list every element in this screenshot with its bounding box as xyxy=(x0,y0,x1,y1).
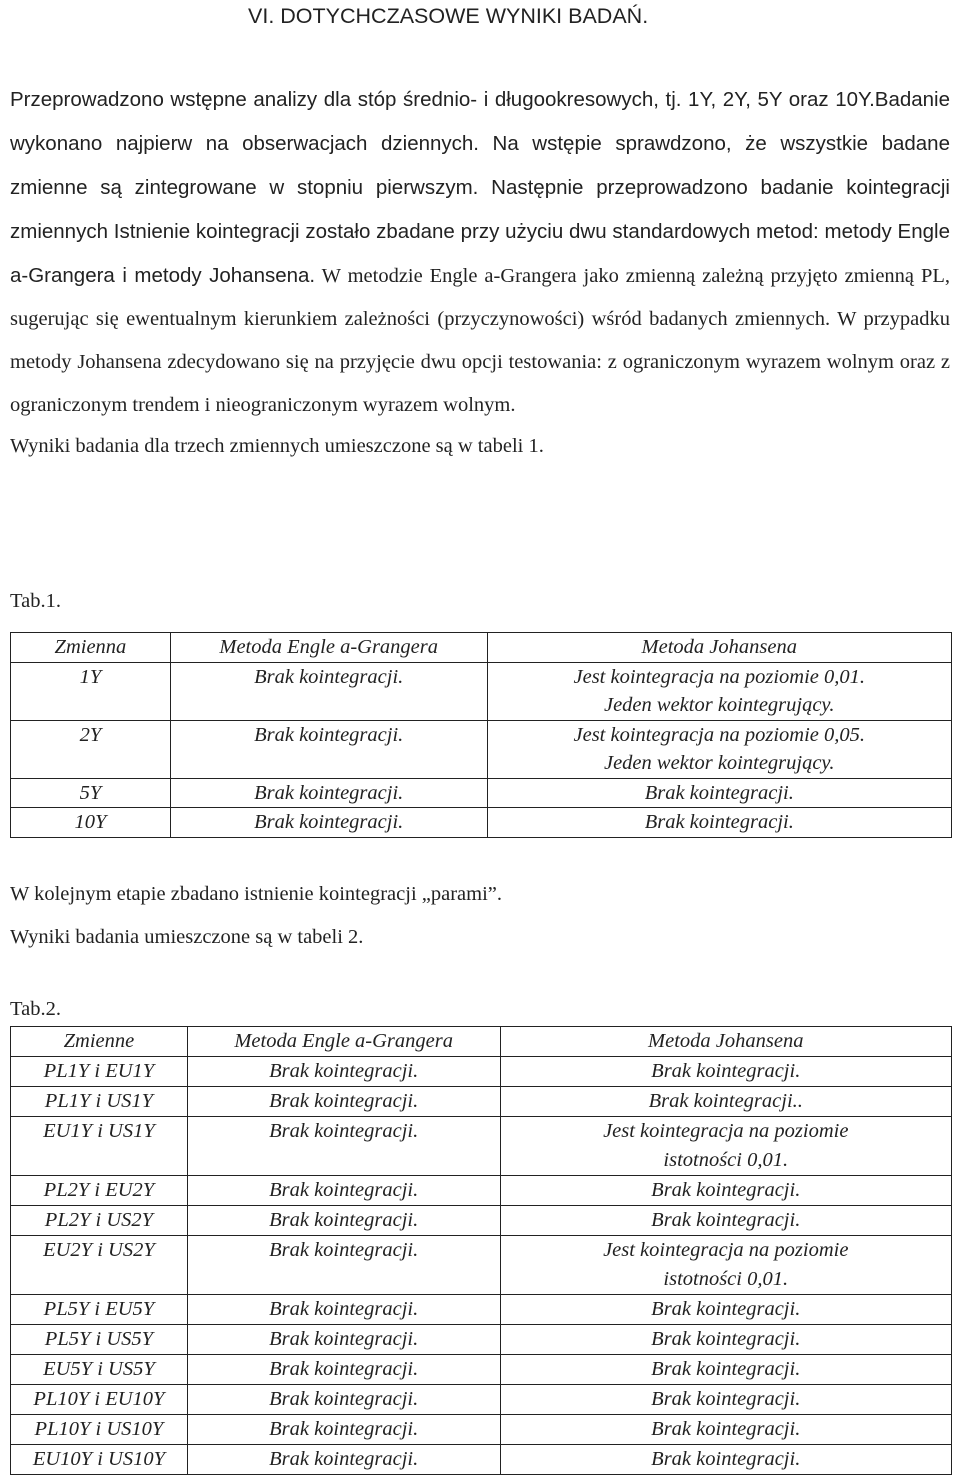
table-row xyxy=(11,1295,952,1325)
table-row xyxy=(11,720,952,778)
table2-cell-johansen xyxy=(500,1415,951,1445)
johansen-line1: Brak kointegracji. xyxy=(651,1060,801,1082)
johansen-line2: istotności 0,01. xyxy=(663,1268,789,1290)
table2-cell-variables: PL1Y i EU1Y xyxy=(11,1057,188,1087)
johansen-line1: Jest kointegracja na poziomie 0,05. xyxy=(573,723,866,746)
table1-cell-johansen: Brak kointegracji. xyxy=(487,778,951,808)
table1-header-johansen: Metoda Johansena xyxy=(487,633,951,663)
table2-caption: Tab.2. xyxy=(10,998,61,1020)
table2-cell-engle-granger: Brak kointegracji. xyxy=(187,1355,500,1385)
table2-cell-variables: PL1Y i US1Y xyxy=(11,1087,188,1117)
table2-header-engle-granger: Metoda Engle a-Grangera xyxy=(187,1027,500,1057)
table1-caption: Tab.1. xyxy=(10,590,61,612)
table-row xyxy=(11,778,952,808)
table2-header-variables: Zmienne xyxy=(11,1027,188,1057)
body-text xyxy=(10,78,950,463)
table-row xyxy=(11,662,952,720)
table2-cell-variables: EU2Y i US2Y xyxy=(11,1236,188,1295)
paragraph-table2-intro: Wyniki badania umieszczone są w tabeli 2. xyxy=(10,926,364,948)
johansen-line1: Brak kointegracji. xyxy=(651,1358,801,1380)
table2-cell-variables: PL5Y i EU5Y xyxy=(11,1295,188,1325)
johansen-line1: Jest kointegracja na poziomie xyxy=(603,1120,849,1142)
table-row xyxy=(11,1445,952,1475)
paragraph-analysis-part1: Przeprowadzono wstępne analizy dla stóp średnio- i długookresowych, tj. 1Y, 2Y, 5Y oraz 10Y.Badanie wykonano najpierw na obserwacjach dziennych. Na wstępie sprawdzono, że wszystkie badane zmienne są zintegrowane w stopniu pierwszym. Następnie przeprowadzono badanie kointegracji zmiennych Istnienie kointegracji zostało zbadane przy użyciu dwu standardowych metod: metody Engle a-Grangera i metody Johansena. xyxy=(10,88,950,287)
table2-cell-johansen xyxy=(500,1445,951,1475)
table2-header-johansen: Metoda Johansena xyxy=(500,1027,951,1057)
table2-body xyxy=(11,1057,952,1475)
table2-cell-engle-granger: Brak kointegracji. xyxy=(187,1236,500,1295)
table1-cell-engle-granger: Brak kointegracji. xyxy=(170,662,487,720)
johansen-line2: Jeden wektor kointegrujący. xyxy=(603,694,835,716)
paragraph-analysis xyxy=(10,78,950,427)
table1-cell-engle-granger: Brak kointegracji. xyxy=(170,778,487,808)
table-row xyxy=(11,1415,952,1445)
table1-header-variable: Zmienna xyxy=(11,633,171,663)
table2-cell-engle-granger: Brak kointegracji. xyxy=(187,1445,500,1475)
table2-cell-johansen xyxy=(500,1176,951,1206)
table2-cell-johansen xyxy=(500,1087,951,1117)
johansen-line1: Brak kointegracji. xyxy=(651,1209,801,1231)
table2-cell-johansen xyxy=(500,1117,951,1176)
table2-cell-engle-granger: Brak kointegracji. xyxy=(187,1176,500,1206)
table2-cell-variables: PL2Y i EU2Y xyxy=(11,1176,188,1206)
johansen-line2: Jeden wektor kointegrujący. xyxy=(603,752,835,774)
paragraph-table1-intro: Wyniki badania dla trzech zmiennych umieszczone są w tabeli 1. xyxy=(10,435,544,457)
table2-cell-engle-granger: Brak kointegracji. xyxy=(187,1295,500,1325)
table2-cell-johansen xyxy=(500,1206,951,1236)
table1-cell-variable: 10Y xyxy=(11,808,171,838)
johansen-line1: Brak kointegracji. xyxy=(651,1448,801,1470)
table-row xyxy=(11,1355,952,1385)
table2-cell-johansen xyxy=(500,1325,951,1355)
table-row xyxy=(11,1385,952,1415)
table1-cell-engle-granger: Brak kointegracji. xyxy=(170,808,487,838)
table1-cell-engle-granger: Brak kointegracji. xyxy=(170,720,487,778)
table1-cell-variable: 1Y xyxy=(11,662,171,720)
table2-cell-variables: PL10Y i EU10Y xyxy=(11,1385,188,1415)
johansen-line1: Brak kointegracji. xyxy=(651,1179,801,1201)
table2-cell-engle-granger: Brak kointegracji. xyxy=(187,1385,500,1415)
table2-cell-engle-granger: Brak kointegracji. xyxy=(187,1415,500,1445)
table1-cell-variable: 5Y xyxy=(11,778,171,808)
section-heading: VI. DOTYCHCZASOWE WYNIKI BADAŃ. xyxy=(248,4,649,28)
johansen-line1: Brak kointegracji. xyxy=(651,1418,801,1440)
johansen-line1: Brak kointegracji. xyxy=(651,1388,801,1410)
table-row xyxy=(11,1176,952,1206)
table-row xyxy=(11,808,952,838)
paragraph-analysis-part2: W metodzie Engle a-Grangera jako zmienną zależną przyjęto zmienną PL, sugerując się ewentualnym kierunkiem zależności (przyczynowości) wśród badanych zmiennych. W przypadku metody Johansena zdecydowano się na przyjęcie dwu opcji testowania: z ograniczonym wyrazem wolnym oraz z ograniczonym trendem i nieograniczonym wyrazem wolnym. xyxy=(10,265,951,416)
table2-cell-johansen xyxy=(500,1355,951,1385)
table-1 xyxy=(10,632,952,838)
table1-header-row xyxy=(11,633,952,663)
table-row xyxy=(11,1087,952,1117)
table-row xyxy=(11,1236,952,1295)
table-row xyxy=(11,1057,952,1087)
paragraph-pairs: W kolejnym etapie zbadano istnienie kointegracji „parami”. xyxy=(10,883,502,905)
table1-cell-johansen xyxy=(487,662,951,720)
table2-header-row xyxy=(11,1027,952,1057)
table2-cell-johansen xyxy=(500,1385,951,1415)
table2-cell-engle-granger: Brak kointegracji. xyxy=(187,1117,500,1176)
table1-header-engle-granger: Metoda Engle a-Grangera xyxy=(170,633,487,663)
table2-cell-variables: EU1Y i US1Y xyxy=(11,1117,188,1176)
johansen-line1: Jest kointegracja na poziomie xyxy=(603,1239,849,1261)
table2-cell-variables: PL2Y i US2Y xyxy=(11,1206,188,1236)
table-row xyxy=(11,1117,952,1176)
table2-cell-johansen xyxy=(500,1295,951,1325)
table2-cell-variables: PL10Y i US10Y xyxy=(11,1415,188,1445)
table2-cell-variables: EU5Y i US5Y xyxy=(11,1355,188,1385)
table2-cell-johansen xyxy=(500,1057,951,1087)
johansen-line1: Jest kointegracja na poziomie 0,01. xyxy=(573,665,866,688)
table2-cell-variables: EU10Y i US10Y xyxy=(11,1445,188,1475)
johansen-line1: Brak kointegracji. xyxy=(651,1328,801,1350)
johansen-line1: Brak kointegracji. xyxy=(651,1298,801,1320)
table-row xyxy=(11,1325,952,1355)
table2-cell-engle-granger: Brak kointegracji. xyxy=(187,1325,500,1355)
table2-cell-variables: PL5Y i US5Y xyxy=(11,1325,188,1355)
table2-cell-engle-granger: Brak kointegracji. xyxy=(187,1057,500,1087)
johansen-line1: Brak kointegracji.. xyxy=(648,1090,803,1112)
johansen-line2: istotności 0,01. xyxy=(663,1149,789,1171)
table2-cell-engle-granger: Brak kointegracji. xyxy=(187,1087,500,1117)
table1-cell-johansen xyxy=(487,720,951,778)
table1-cell-johansen: Brak kointegracji. xyxy=(487,808,951,838)
table1-cell-variable: 2Y xyxy=(11,720,171,778)
table-row xyxy=(11,1206,952,1236)
table2-cell-engle-granger: Brak kointegracji. xyxy=(187,1206,500,1236)
table-2 xyxy=(10,1026,952,1475)
table2-cell-johansen xyxy=(500,1236,951,1295)
